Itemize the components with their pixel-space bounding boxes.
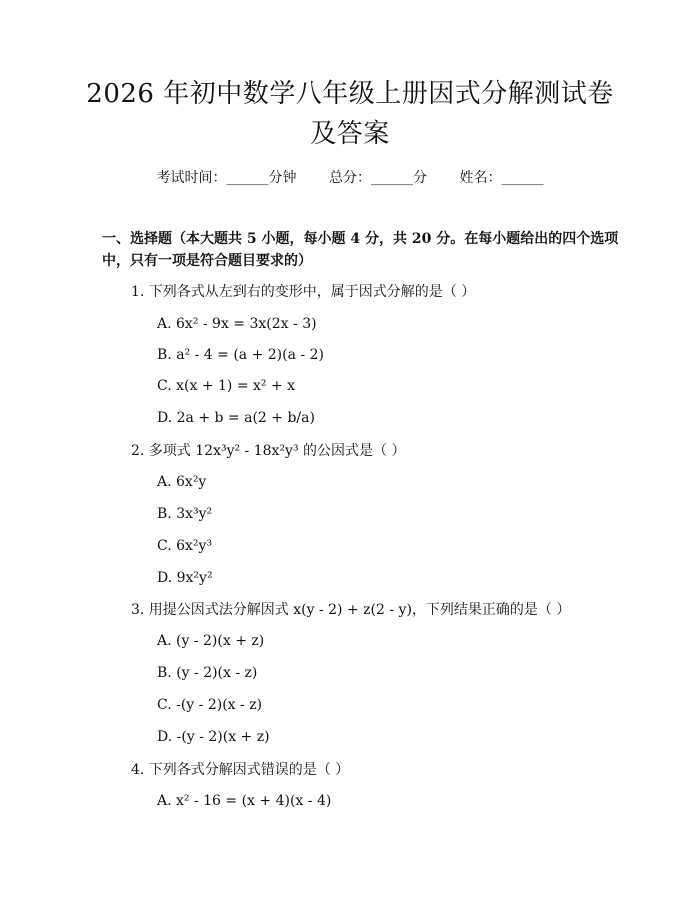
question-2-stem: 2. 多项式 12x³y² - 18x²y³ 的公因式是（ ） — [131, 443, 406, 459]
question-2-option-a: A. 6x²y — [157, 474, 207, 490]
question-2-option-d: D. 9x²y² — [157, 570, 213, 586]
question-1-option-d: D. 2a + b = a(2 + b/a) — [157, 410, 315, 426]
question-1-stem: 1. 下列各式从左到右的变形中，属于因式分解的是（ ） — [131, 284, 476, 300]
question-4-stem: 4. 下列各式分解因式错误的是（ ） — [131, 762, 350, 778]
exam-meta — [0, 168, 700, 188]
title-line-1: 2026 年初中数学八年级上册因式分解测试卷 — [86, 79, 614, 109]
question-3-option-c: C. -(y - 2)(x - z) — [157, 697, 263, 713]
question-1-option-c: C. x(x + 1) = x² + x — [157, 378, 296, 394]
question-2-option-c: C. 6x²y³ — [157, 538, 213, 554]
total-score: 总分：______分 — [329, 170, 427, 186]
document-title — [60, 74, 640, 154]
title-line-2: 及答案 — [310, 119, 390, 149]
question-3-stem: 3. 用提公因式法分解因式 x(y - 2) + z(2 - y)，下列结果正确的是（ ） — [131, 602, 571, 618]
exam-time: 考试时间：______分钟 — [156, 170, 297, 186]
question-1-option-b: B. a² - 4 = (a + 2)(a - 2) — [157, 347, 324, 363]
student-name: 姓名：______ — [459, 170, 544, 186]
section-heading: 一、选择题（本大题共 5 小题，每小题 4 分，共 20 分。在每小题给出的四个选项中，只有一项是符合题目要求的） — [102, 231, 619, 269]
question-3-option-b: B. (y - 2)(x - z) — [157, 665, 258, 681]
question-1-option-a: A. 6x² - 9x = 3x(2x - 3) — [157, 316, 317, 332]
question-3-option-d: D. -(y - 2)(x + z) — [157, 729, 270, 745]
question-4-option-a: A. x² - 16 = (x + 4)(x - 4) — [157, 793, 332, 809]
question-3-option-a: A. (y - 2)(x + z) — [157, 633, 265, 649]
question-2-option-b: B. 3x³y² — [157, 506, 213, 522]
